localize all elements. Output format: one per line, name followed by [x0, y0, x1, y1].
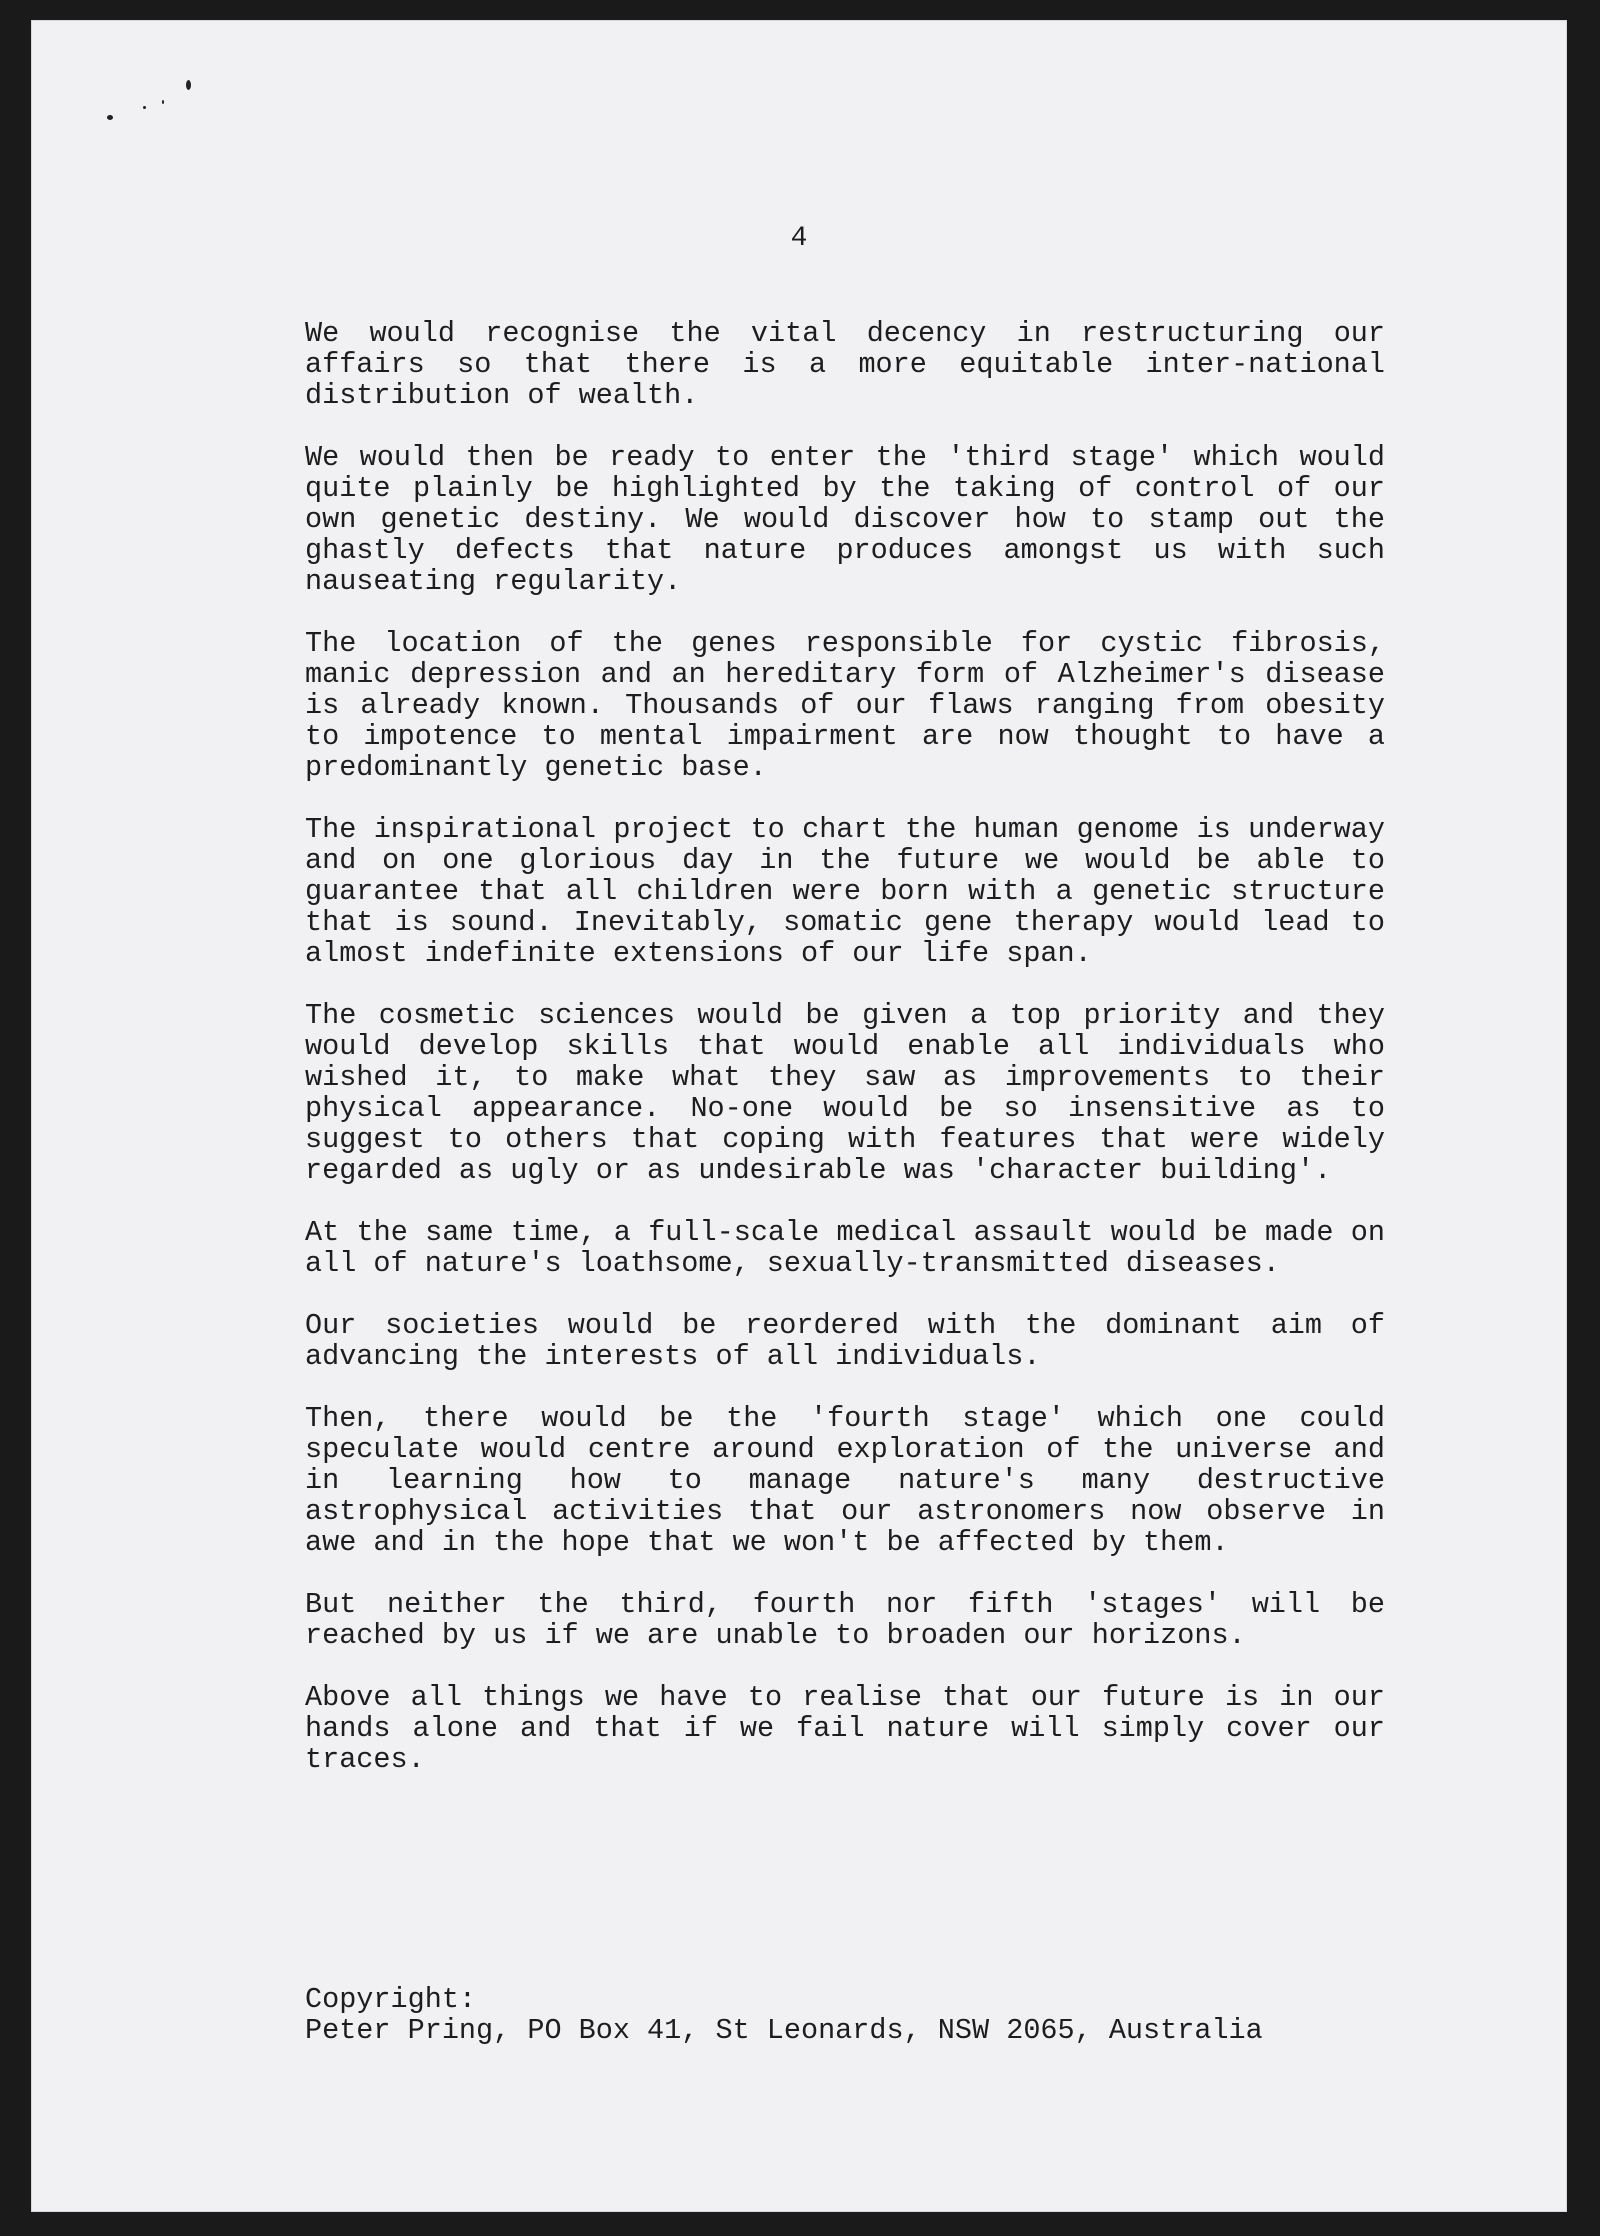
copyright-label: Copyright:	[305, 1983, 477, 2016]
ink-speck	[143, 106, 146, 109]
paragraph: Above all things we have to realise that our future is in our hands alone and that if we fail nature will simply cover our traces.	[305, 1681, 1385, 1776]
paragraph: The cosmetic sciences would be given a top priority and they would develop skills that would enable all individuals who wished it, to make what they saw as improvements to their physical appearance. No-one would be so insensitive as to suggest to others that coping with features that were widely regarded as ugly or as undesirable was 'character building'.	[305, 999, 1385, 1187]
paragraph: We would recognise the vital decency in restructuring our affairs so that there is a more equitable inter-national distribution of wealth.	[305, 317, 1385, 412]
paragraph: We would then be ready to enter the 'third stage' which would quite plainly be highlighted by the taking of control of our own genetic destiny. We would discover how to stamp out the ghastly defects that nature produces amongst us with such nauseating regularity.	[305, 441, 1385, 598]
document-page	[31, 20, 1567, 2212]
ink-speck	[107, 115, 113, 120]
ink-speck	[186, 80, 191, 90]
ink-speck	[162, 100, 164, 104]
paragraph: The location of the genes responsible for cystic fibrosis, manic depression and an hereditary form of Alzheimer's disease is already known. Thousands of our flaws ranging from obesity to impotence to mental impairment are now thought to have a predominantly genetic base.	[305, 627, 1385, 784]
copyright-address: Peter Pring, PO Box 41, St Leonards, NSW 2065, Australia	[305, 2014, 1263, 2047]
copyright-footer	[305, 1984, 1405, 2046]
page-number: 4	[790, 223, 808, 254]
paragraph: Then, there would be the 'fourth stage' which one could speculate would centre around exploration of the universe and in learning how to manage nature's many destructive astrophysical activities that our astronomers now observe in awe and in the hope that we won't be affected by them.	[305, 1402, 1385, 1559]
paragraph: At the same time, a full-scale medical assault would be made on all of nature's loathsome, sexually-transmitted diseases.	[305, 1216, 1385, 1280]
body-text	[305, 318, 1385, 1806]
paragraph: But neither the third, fourth nor fifth 'stages' will be reached by us if we are unable to broaden our horizons.	[305, 1588, 1385, 1652]
paragraph: Our societies would be reordered with the dominant aim of advancing the interests of all individuals.	[305, 1309, 1385, 1373]
paragraph: The inspirational project to chart the human genome is underway and on one glorious day in the future we would be able to guarantee that all children were born with a genetic structure that is sound. Inevitably, somatic gene therapy would lead to almost indefinite extensions of our life span.	[305, 813, 1385, 970]
